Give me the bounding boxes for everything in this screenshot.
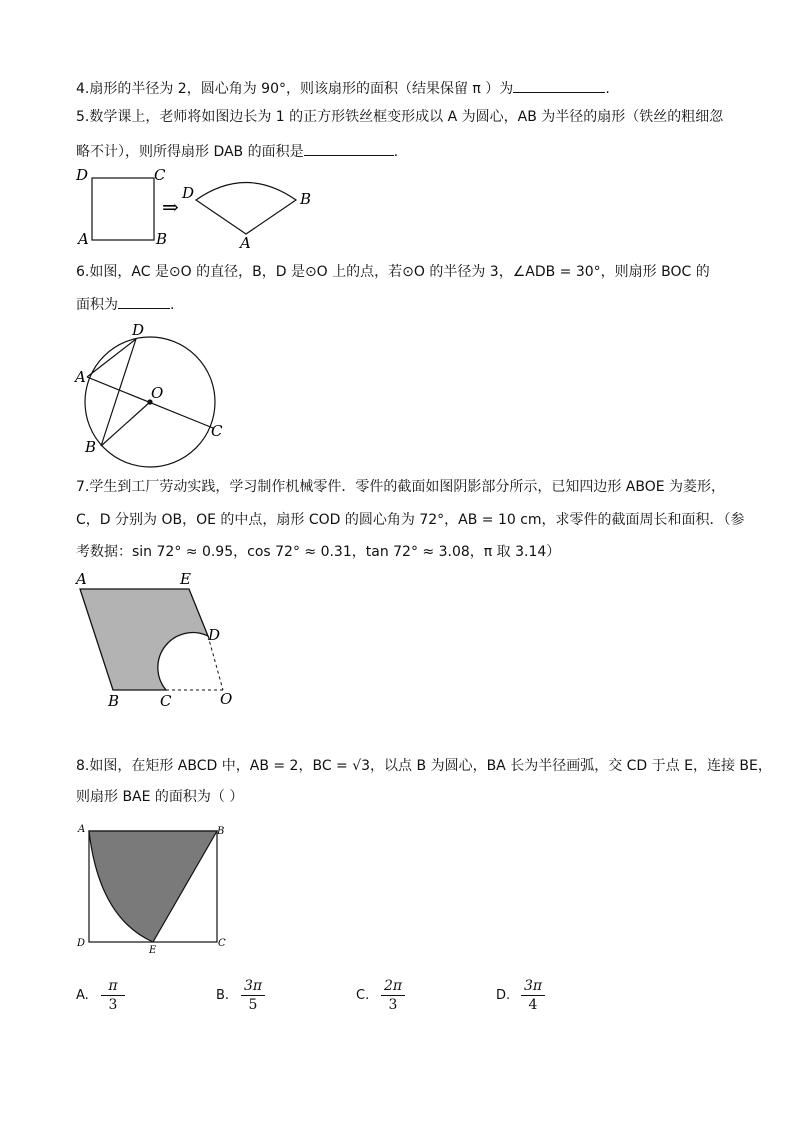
q8-option-d-fraction (518, 978, 548, 1013)
q8-option-a-fraction (98, 978, 128, 1013)
q6-line1: 6.如图，AC 是⊙O 的直径，B，D 是⊙O 上的点，若⊙O 的半径为 3，∠ADB = 30°，则扇形 BOC 的 (76, 264, 710, 280)
q8-label-e: E (149, 945, 157, 956)
q5-figure (70, 160, 330, 250)
q5-transform-arrow: ⇒ (162, 195, 179, 219)
q8-option-a-fraction-bar (101, 995, 125, 996)
q6-answer-blank (118, 294, 170, 309)
q8-option-a-label: A. (76, 988, 89, 1003)
q8-figure (74, 818, 244, 958)
q6-line2 (76, 294, 174, 315)
q8-option-b-fraction-bar (241, 995, 265, 996)
q5-sector-label-b: B (300, 190, 312, 208)
q4-answer-blank (513, 78, 605, 93)
q7-label-o: O (220, 690, 233, 708)
q8-label-c: C (218, 938, 226, 949)
q6-label-o: O (151, 384, 164, 402)
q6-figure (70, 318, 250, 468)
q5-sector-label-d: D (182, 184, 195, 202)
q6-stem-end: 面积为 (76, 297, 118, 313)
q5-sector-label-a: A (240, 234, 251, 252)
q8-label-b: B (217, 826, 225, 837)
q4-end: . (605, 81, 610, 97)
q6-label-a: A (75, 368, 86, 386)
q8-option-b-fraction (238, 978, 268, 1013)
q7-line1: 7.学生到工厂劳动实践，学习制作机械零件．零件的截面如图阴影部分所示，已知四边形 ABOE 为菱形， (76, 479, 726, 495)
q6-label-b: B (85, 438, 97, 456)
q8-option-c-numerator: 2π (383, 978, 403, 994)
q8-line1: 8.如图，在矩形 ABCD 中，AB = 2，BC = √3，以点 B 为圆心，BA 长为半径画弧，交 CD 于点 E，连接 BE， (76, 758, 772, 774)
q5-square (92, 178, 154, 240)
q7-label-e: E (180, 570, 191, 588)
q8-option-d-fraction-bar (521, 995, 545, 996)
q8-option-d-denominator: 4 (528, 997, 538, 1013)
q7-label-d: D (208, 626, 221, 644)
q8-option-b-denominator: 5 (248, 997, 258, 1013)
q7-label-c: C (160, 692, 172, 710)
q4-text (76, 78, 610, 99)
q5-end: . (393, 144, 399, 160)
q5-square-label-a: A (78, 230, 89, 248)
q5-sector (196, 183, 296, 235)
q6-label-c: C (211, 422, 223, 440)
q8-option-c-fraction-bar (381, 995, 405, 996)
q5-line2 (76, 141, 398, 162)
q8-shaded-sector (89, 831, 217, 942)
q8-option-d-numerator: 3π (523, 978, 543, 994)
q8-line2: 则扇形 BAE 的面积为（ ） (76, 789, 244, 805)
q7-shaded-region (80, 589, 208, 690)
q7-figure (74, 570, 254, 710)
q7-line2: C，D 分别为 OB，OE 的中点，扇形 COD 的圆心角为 72°，AB = 10 cm，求零件的截面周长和面积．（参 (76, 512, 745, 528)
q7-label-b: B (108, 692, 120, 710)
q5-square-label-c: C (154, 166, 166, 184)
q7-label-a: A (76, 570, 87, 588)
q5-line1: 5.数学课上，老师将如图边长为 1 的正方形铁丝框变形成以 A 为圆心，AB 为半径的扇形（铁丝的粗细忽 (76, 109, 724, 125)
q8-option-b-numerator: 3π (243, 978, 263, 994)
q6-label-d: D (132, 321, 145, 339)
q5-square-label-b: B (156, 230, 168, 248)
q5-square-label-d: D (76, 166, 89, 184)
q8-option-b-label: B. (216, 988, 230, 1003)
q8-option-c-denominator: 3 (388, 997, 398, 1013)
q5-stem-end: 略不计），则所得扇形 DAB 的面积是 (76, 144, 304, 160)
q6-chord-ad (87, 339, 136, 377)
q4-stem: 4.扇形的半径为 2，圆心角为 90°，则该扇形的面积（结果保留 π ）为 (76, 81, 514, 97)
q7-dashed-do (208, 636, 223, 690)
q6-end: . (170, 297, 175, 313)
q8-option-c-fraction (378, 978, 408, 1013)
q7-line3: 考数据：sin 72° ≈ 0.95，cos 72° ≈ 0.31，tan 72° ≈ 3.08，π 取 3.14） (76, 544, 561, 560)
q8-label-a: A (78, 824, 86, 835)
q8-option-c-label: C. (356, 988, 370, 1003)
q8-label-d: D (77, 938, 86, 949)
q8-option-a-numerator: π (108, 978, 118, 994)
q8-option-d-label: D. (496, 988, 511, 1003)
q8-option-a-denominator: 3 (108, 997, 118, 1013)
q5-answer-blank (304, 141, 394, 156)
